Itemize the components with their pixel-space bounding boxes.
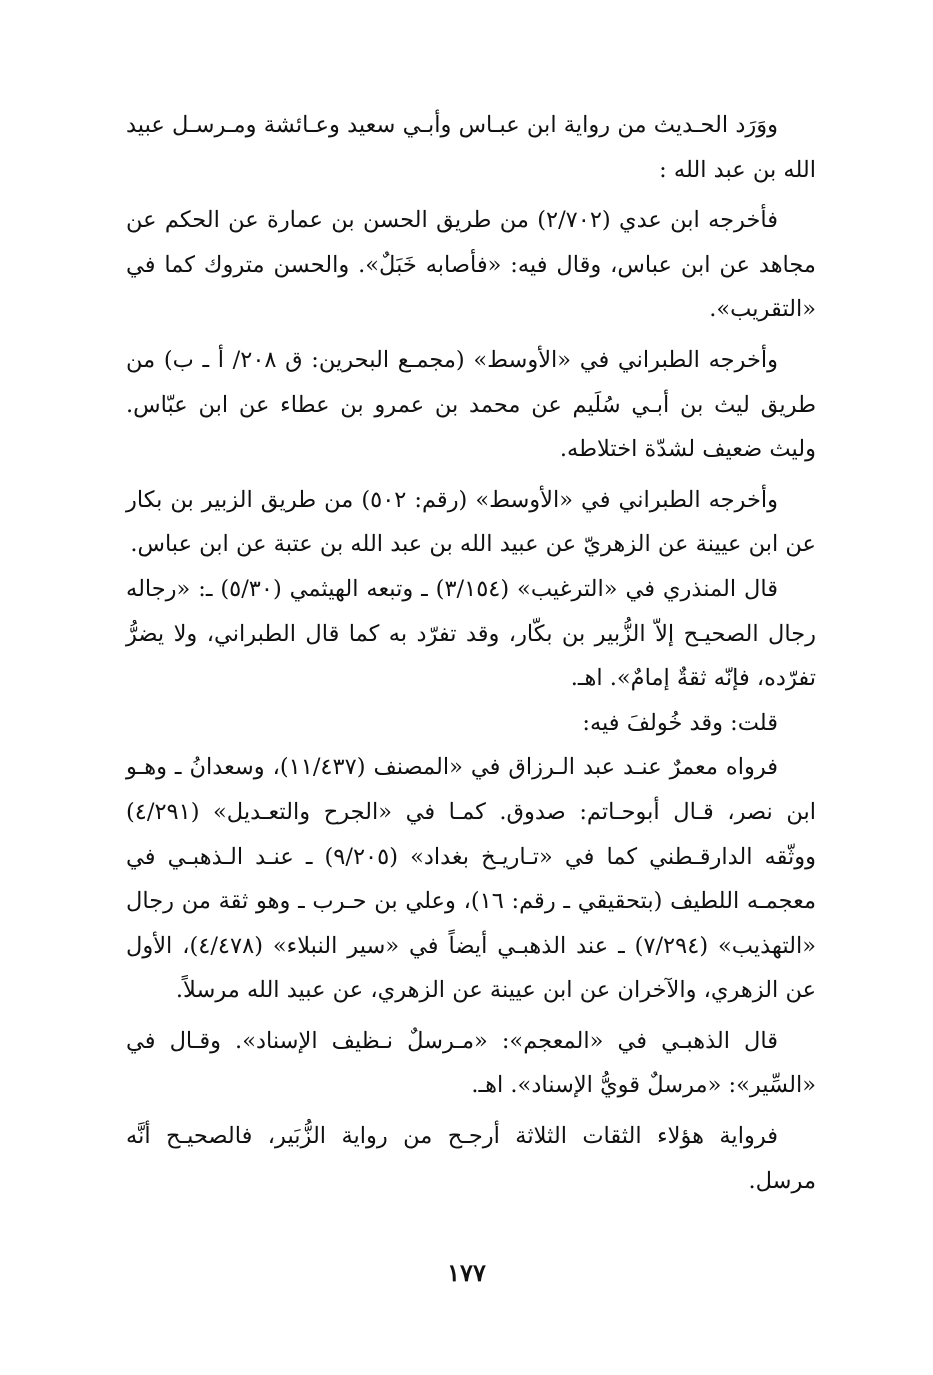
paragraph-tabarani-awsat-2: وأخرجه الطبراني في «الأوسط» (رقم: ٥٠٢) من طريق الزبير بن بكار عن ابن عيينة عن الزهريّ عن عبيد الله بن عبد الله بن عتبة عن ابن عباس.: [126, 486, 816, 558]
paragraph-qultu: قلت: وقد خُولفَ فيه:: [582, 709, 778, 736]
paragraph-ibn-adi: فأخرجه ابن عدي (٢/٧٠٢) من طريق الحسن بن عمارة عن الحكم عن مجاهد عن ابن عباس، وقال فيه: «فأصابه خَبَلٌ». والحسن متروك كما في «التقريب».: [126, 207, 816, 323]
paragraph-mamar-riwaya: فرواه معمرٌ عنـد عبد الـرزاق في «المصنف (١١/٤٣٧)، وسعدانُ ـ وهـو ابن نصر، قـال أبوحـاتم: صدوق. كمـا في «الجرح والتعـديل» (٤/٢٩١) ووثّقه الدارقـطني كما في «تـاريـخ بغداد» (٩/٢٠٥) ـ عنـد الـذهبـي في معجمـه اللطيف (بتحقيقي ـ رقم: ١٦)، وعلي بن حـرب ـ وهو ثقة من رجال «التهذيب» (٧/٢٩٤) ـ عند الذهبـي أيضاً في «سير النبلاء» (٤/٤٧٨)، الأول عن الزهري، والآخران عن ابن عيينة عن الزهري، عن عبيد الله مرسلاً.: [126, 754, 817, 1004]
paragraph-hadith-narrations: ووَرَد الحـديث من رواية ابن عبـاس وأبـي سعيد وعـائشة ومـرسـل عبيد الله بن عبد الله :: [126, 112, 816, 183]
paragraph-conclusion: فرواية هؤلاء الثقات الثلاثة أرجـح من رواية الزُّبَير، فالصحيـح أنَّه مرسل.: [126, 1123, 816, 1194]
body-text: [126, 103, 816, 1203]
paragraph-tabarani-awsat-1: وأخرجه الطبراني في «الأوسط» (مجمـع البحرين: ق ٢٠٨/ أ ـ ب) من طريق ليث بن أبـي سُلَيم عن محمد بن عمرو بن عطاء عن ابن عبّاس. وليث ضعيف لشدّة اختلاطه.: [126, 346, 816, 463]
page-number: ١٧٧: [447, 1258, 486, 1287]
paragraph-dhahabi: قال الذهبـي في «المعجم»: «مـرسلٌ نـظيف الإسناد». وقـال في «السِّير»: «مرسلٌ قويُّ الإسناد». اهـ.: [126, 1027, 816, 1099]
paragraph-mundhiri: قال المنذري في «الترغيب» (٣/١٥٤) ـ وتبعه الهيثمي (٥/٣٠) ـ: «رجاله رجال الصحيـح إلاّ الزُّبير بن بكّار، وقد تفرّد به كما قال الطبراني، ولا يضرُّ تفرّده، فإنّه ثقةٌ إمامٌ». اهـ.: [126, 575, 816, 692]
